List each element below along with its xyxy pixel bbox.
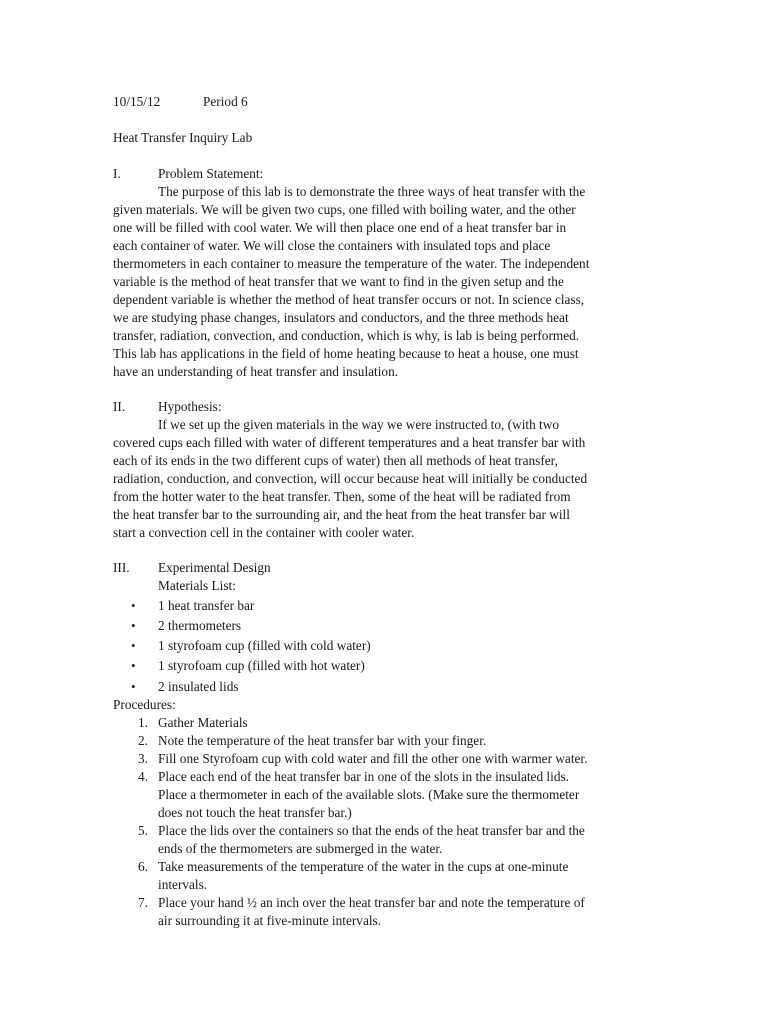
paragraph-line: This lab has applications in the field of home heating because to heat a house, one must [113, 346, 579, 361]
paragraph-line: have an understanding of heat transfer and insulation. [113, 364, 399, 379]
paragraph-line: transfer, radiation, convection, and conduction, which is why, is lab is being performed. [113, 328, 580, 343]
date: 10/15/12 [113, 94, 161, 109]
section-3-numeral: III. [113, 560, 130, 575]
materials-item: 2 thermometers [158, 618, 242, 633]
procedure-step: Place the lids over the containers so that the ends of the heat transfer bar and the [158, 823, 585, 838]
procedure-number: 5. [138, 823, 148, 838]
procedure-number: 4. [138, 769, 148, 784]
document-title: Heat Transfer Inquiry Lab [113, 130, 253, 145]
paragraph-line: each of its ends in the two different cups of water) then all methods of heat transfer, [113, 453, 558, 468]
procedure-number: 1. [138, 715, 148, 730]
paragraph-line: If we set up the given materials in the way we were instructed to, (with two [158, 417, 560, 432]
procedure-step: Place your hand ½ an inch over the heat transfer bar and note the temperature of [158, 895, 585, 910]
bullet-icon: • [131, 618, 136, 633]
procedure-number: 7. [138, 895, 148, 910]
procedure-step: Gather Materials [158, 715, 248, 730]
paragraph-line: radiation, conduction, and convection, will occur because heat will initially be conducted [113, 471, 588, 486]
section-3-heading: Experimental Design [158, 560, 271, 575]
paragraph-line: the heat transfer bar to the surrounding air, and the heat from the heat transfer bar will [113, 507, 570, 522]
paragraph-line: covered cups each filled with water of different temperatures and a heat transfer bar with [113, 435, 586, 450]
procedure-step: Note the temperature of the heat transfer bar with your finger. [158, 733, 487, 748]
procedure-number: 2. [138, 733, 148, 748]
paragraph-line: dependent variable is whether the method of heat transfer occurs or not. In science class, [113, 292, 585, 307]
procedure-number: 3. [138, 751, 148, 766]
paragraph-line: The purpose of this lab is to demonstrate the three ways of heat transfer with the [158, 184, 586, 199]
procedure-step-continued: ends of the thermometers are submerged in the water. [158, 841, 443, 856]
materials-heading: Materials List: [158, 578, 236, 593]
paragraph-line: given materials. We will be given two cups, one filled with boiling water, and the other [113, 202, 576, 217]
materials-item: 1 heat transfer bar [158, 598, 255, 613]
paragraph-line: variable is the method of heat transfer that we want to find in the given setup and the [113, 274, 564, 289]
materials-item: 1 styrofoam cup (filled with hot water) [158, 658, 365, 673]
procedure-step: Take measurements of the temperature of the water in the cups at one-minute [158, 859, 569, 874]
procedures-heading: Procedures: [113, 697, 176, 712]
section-2-heading: Hypothesis: [158, 399, 222, 414]
paragraph-line: start a convection cell in the container with cooler water. [113, 525, 415, 540]
bullet-icon: • [131, 638, 136, 653]
procedure-step: Fill one Styrofoam cup with cold water and fill the other one with warmer water. [158, 751, 588, 766]
paragraph-line: each container of water. We will close the containers with insulated tops and place [113, 238, 551, 253]
procedure-step-continued: air surrounding it at five-minute intervals. [158, 913, 382, 928]
materials-item: 1 styrofoam cup (filled with cold water) [158, 638, 371, 653]
section-1-heading: Problem Statement: [158, 166, 264, 181]
paragraph-line: thermometers in each container to measure the temperature of the water. The independent [113, 256, 590, 271]
paragraph-line: we are studying phase changes, insulators and conductors, and the three methods heat [113, 310, 569, 325]
bullet-icon: • [131, 598, 136, 613]
period: Period 6 [203, 94, 248, 109]
procedure-step: Place each end of the heat transfer bar in one of the slots in the insulated lids. [158, 769, 569, 784]
materials-item: 2 insulated lids [158, 679, 239, 694]
procedure-step-continued: intervals. [158, 877, 208, 892]
bullet-icon: • [131, 658, 136, 673]
bullet-icon: • [131, 679, 136, 694]
section-2-numeral: II. [113, 399, 126, 414]
procedure-step-continued: does not touch the heat transfer bar.) [158, 805, 352, 820]
section-1-numeral: I. [113, 166, 121, 181]
procedure-number: 6. [138, 859, 148, 874]
paragraph-line: from the hotter water to the heat transfer. Then, some of the heat will be radiated from [113, 489, 571, 504]
paragraph-line: one will be filled with cool water. We will then place one end of a heat transfer bar in [113, 220, 567, 235]
procedure-step-continued: Place a thermometer in each of the available slots. (Make sure the thermometer [158, 787, 580, 802]
